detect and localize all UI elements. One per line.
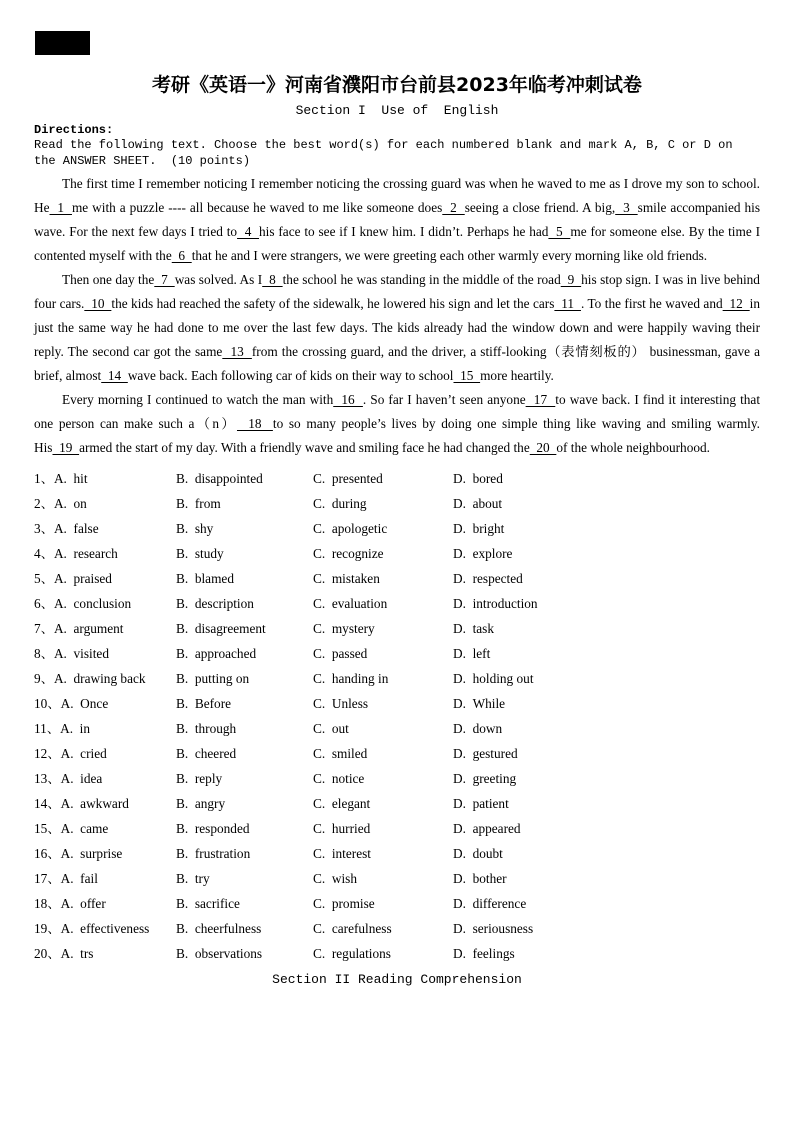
- question-number-7: 7、: [34, 621, 54, 636]
- option-label: B. disagreement: [176, 621, 266, 636]
- question-row-17: [34, 866, 760, 891]
- question-18-option-A: [34, 891, 176, 916]
- question-row-15: [34, 816, 760, 841]
- option-label: B. frustration: [176, 846, 251, 861]
- option-label: A. Once: [60, 696, 109, 711]
- question-number-4: 4、: [34, 546, 54, 561]
- option-label: B. shy: [176, 521, 214, 536]
- question-number-20: 20、: [34, 946, 61, 961]
- question-6-option-D: [453, 591, 760, 616]
- option-label: D. difference: [453, 896, 527, 911]
- question-row-6: [34, 591, 760, 616]
- option-label: C. during: [313, 496, 367, 511]
- question-19-option-B: [176, 916, 313, 941]
- question-row-16: [34, 841, 760, 866]
- question-10-option-B: [176, 691, 313, 716]
- section1-heading: Section I Use of English: [295, 103, 499, 118]
- option-label: A. surprise: [60, 846, 123, 861]
- question-6-option-A: [34, 591, 176, 616]
- option-label: A. conclusion: [53, 596, 132, 611]
- question-row-18: [34, 891, 760, 916]
- option-label: B. approached: [176, 646, 257, 661]
- question-17-option-A: [34, 866, 176, 891]
- option-label: C. notice: [313, 771, 365, 786]
- question-12-option-B: [176, 741, 313, 766]
- cloze-blank-1: 1: [49, 200, 72, 215]
- option-label: C. mistaken: [313, 571, 380, 586]
- question-16-option-C: [313, 841, 453, 866]
- question-number-6: 6、: [34, 596, 54, 611]
- question-17-option-C: [313, 866, 453, 891]
- question-3-option-B: [176, 516, 313, 541]
- option-label: C. recognize: [313, 546, 384, 561]
- question-5-option-D: [453, 566, 760, 591]
- question-3-option-A: [34, 516, 176, 541]
- option-label: C. wish: [313, 871, 357, 886]
- option-label: B. through: [176, 721, 237, 736]
- question-row-4: [34, 541, 760, 566]
- question-13-option-C: [313, 766, 453, 791]
- option-label: C. Unless: [313, 696, 369, 711]
- question-9-option-D: [453, 666, 760, 691]
- option-label: C. promise: [313, 896, 375, 911]
- cloze-blank-20: 20: [529, 440, 557, 455]
- questions-list: [34, 466, 760, 966]
- question-5-option-B: [176, 566, 313, 591]
- cloze-blank-8: 8: [262, 272, 283, 287]
- cloze-blank-12: 12: [722, 296, 750, 311]
- question-13-option-B: [176, 766, 313, 791]
- question-row-3: [34, 516, 760, 541]
- cloze-blank-7: 7: [154, 272, 175, 287]
- option-label: D. introduction: [453, 596, 538, 611]
- question-8-option-C: [313, 641, 453, 666]
- question-3-option-C: [313, 516, 453, 541]
- question-number-13: 13、: [34, 771, 61, 786]
- corner-black-box: [35, 31, 90, 55]
- question-14-option-C: [313, 791, 453, 816]
- question-19-option-A: [34, 916, 176, 941]
- directions-label: Directions:: [34, 123, 114, 137]
- question-row-5: [34, 566, 760, 591]
- question-11-option-C: [313, 716, 453, 741]
- question-1-option-B: [176, 466, 313, 491]
- option-label: A. false: [53, 521, 99, 536]
- cloze-blank-6: 6: [171, 248, 192, 263]
- question-number-16: 16、: [34, 846, 61, 861]
- question-number-5: 5、: [34, 571, 54, 586]
- question-6-option-B: [176, 591, 313, 616]
- question-13-option-D: [453, 766, 760, 791]
- cloze-blank-19: 19: [52, 440, 80, 455]
- question-4-option-C: [313, 541, 453, 566]
- option-label: B. disappointed: [176, 471, 263, 486]
- question-5-option-A: [34, 566, 176, 591]
- option-label: D. greeting: [453, 771, 517, 786]
- option-label: B. study: [176, 546, 224, 561]
- question-number-19: 19、: [34, 921, 61, 936]
- question-number-2: 2、: [34, 496, 54, 511]
- question-number-17: 17、: [34, 871, 61, 886]
- cloze-blank-11: 11: [554, 296, 581, 311]
- option-label: D. bright: [453, 521, 505, 536]
- option-label: A. effectiveness: [60, 921, 150, 936]
- question-12-option-C: [313, 741, 453, 766]
- question-20-option-D: [453, 941, 760, 966]
- question-row-7: [34, 616, 760, 641]
- directions-text: Read the following text. Choose the best word(s) for each numbered blank and mark A, B, C or D on the ANSWER SHEET. (10 points): [34, 138, 740, 168]
- option-label: A. cried: [60, 746, 107, 761]
- question-10-option-D: [453, 691, 760, 716]
- option-label: C. handing in: [313, 671, 389, 686]
- option-label: A. awkward: [60, 796, 129, 811]
- question-row-11: [34, 716, 760, 741]
- option-label: B. description: [176, 596, 254, 611]
- cloze-blank-16: 16: [333, 392, 363, 407]
- option-label: C. passed: [313, 646, 368, 661]
- question-15-option-A: [34, 816, 176, 841]
- question-1-option-C: [313, 466, 453, 491]
- option-label: C. carefulness: [313, 921, 392, 936]
- question-10-option-C: [313, 691, 453, 716]
- option-label: D. While: [453, 696, 506, 711]
- question-number-3: 3、: [34, 521, 54, 536]
- question-19-option-C: [313, 916, 453, 941]
- question-20-option-A: [34, 941, 176, 966]
- option-label: B. cheerfulness: [176, 921, 262, 936]
- question-15-option-C: [313, 816, 453, 841]
- question-row-19: [34, 916, 760, 941]
- question-16-option-D: [453, 841, 760, 866]
- question-row-14: [34, 791, 760, 816]
- option-label: D. gestured: [453, 746, 518, 761]
- question-2-option-B: [176, 491, 313, 516]
- question-12-option-D: [453, 741, 760, 766]
- cloze-passage: [34, 172, 760, 460]
- exam-title: 考研《英语一》河南省濮阳市台前县2023年临考冲刺试卷: [152, 74, 642, 96]
- question-10-option-A: [34, 691, 176, 716]
- question-number-11: 11、: [34, 721, 61, 736]
- question-18-option-C: [313, 891, 453, 916]
- option-label: B. Before: [176, 696, 232, 711]
- option-label: B. try: [176, 871, 210, 886]
- option-label: D. explore: [453, 546, 513, 561]
- question-number-8: 8、: [34, 646, 54, 661]
- option-label: A. idea: [60, 771, 103, 786]
- passage-paragraph-1: The first time I remember noticing I remember noticing the crossing guard was when he waved to me as I drove my son to school. He 1 me with a puzzle ---- all because he waved to me like someone does 2 seeing a close friend. A big, 3 smile accompanied his wave. For the next few days I tried to 4 his face to see if I knew him. I didn’t. Perhaps he had 5 me for someone else. By the time I contented myself with the 6 that he and I were strangers, we were greeting each other warmly every morning like old friends.: [34, 176, 761, 263]
- cloze-blank-18: 18: [236, 416, 273, 431]
- question-8-option-B: [176, 641, 313, 666]
- option-label: D. holding out: [453, 671, 534, 686]
- question-row-9: [34, 666, 760, 691]
- question-17-option-D: [453, 866, 760, 891]
- question-9-option-B: [176, 666, 313, 691]
- passage-paragraph-2: Then one day the 7 was solved. As I 8 the school he was standing in the middle of the road 9 his stop sign. I was in live behind four cars. 10 the kids had reached the safety of the sidewalk, he lowered his sign and let the cars 11 . To the first he waved and 12 in just the same way he had done to me over the last few days. The kids already had the window down and were happily waving their reply. The second car got the same 13 from the crossing guard, and the driver, a stiff-looking（表情刻板的） businessman, gave a brief, almost 14 wave back. Each following car of kids on their way to school 15 more heartily.: [34, 272, 761, 383]
- question-5-option-C: [313, 566, 453, 591]
- option-label: C. apologetic: [313, 521, 388, 536]
- question-13-option-A: [34, 766, 176, 791]
- option-label: A. trs: [60, 946, 94, 961]
- question-19-option-D: [453, 916, 760, 941]
- question-12-option-A: [34, 741, 176, 766]
- question-number-12: 12、: [34, 746, 61, 761]
- question-14-option-A: [34, 791, 176, 816]
- question-7-option-B: [176, 616, 313, 641]
- option-label: B. responded: [176, 821, 250, 836]
- option-label: A. visited: [53, 646, 109, 661]
- question-number-14: 14、: [34, 796, 61, 811]
- option-label: D. about: [453, 496, 503, 511]
- section2-heading: Section II Reading Comprehension: [272, 972, 522, 987]
- option-label: D. down: [453, 721, 503, 736]
- option-label: D. seriousness: [453, 921, 534, 936]
- question-number-18: 18、: [34, 896, 61, 911]
- question-17-option-B: [176, 866, 313, 891]
- question-6-option-C: [313, 591, 453, 616]
- question-2-option-D: [453, 491, 760, 516]
- option-label: A. offer: [60, 896, 106, 911]
- question-9-option-C: [313, 666, 453, 691]
- option-label: B. cheered: [176, 746, 237, 761]
- cloze-blank-3: 3: [615, 200, 638, 215]
- option-label: A. drawing back: [53, 671, 146, 686]
- question-8-option-D: [453, 641, 760, 666]
- cloze-blank-14: 14: [101, 368, 128, 383]
- question-number-9: 9、: [34, 671, 54, 686]
- question-8-option-A: [34, 641, 176, 666]
- option-label: D. task: [453, 621, 494, 636]
- cloze-blank-2: 2: [442, 200, 465, 215]
- question-7-option-D: [453, 616, 760, 641]
- question-4-option-A: [34, 541, 176, 566]
- question-row-10: [34, 691, 760, 716]
- option-label: B. putting on: [176, 671, 250, 686]
- question-15-option-B: [176, 816, 313, 841]
- option-label: B. reply: [176, 771, 223, 786]
- question-2-option-A: [34, 491, 176, 516]
- question-14-option-B: [176, 791, 313, 816]
- option-label: A. argument: [53, 621, 124, 636]
- question-number-1: 1、: [34, 471, 54, 486]
- option-label: A. came: [60, 821, 109, 836]
- option-label: D. respected: [453, 571, 523, 586]
- question-number-15: 15、: [34, 821, 61, 836]
- option-label: C. out: [313, 721, 349, 736]
- question-11-option-D: [453, 716, 760, 741]
- option-label: A. research: [53, 546, 118, 561]
- page-content: [0, 123, 794, 966]
- question-11-option-A: [34, 716, 176, 741]
- option-label: C. evaluation: [313, 596, 388, 611]
- question-18-option-B: [176, 891, 313, 916]
- option-label: D. left: [453, 646, 491, 661]
- question-20-option-B: [176, 941, 313, 966]
- question-16-option-B: [176, 841, 313, 866]
- question-20-option-C: [313, 941, 453, 966]
- option-label: B. angry: [176, 796, 226, 811]
- cloze-blank-13: 13: [222, 344, 252, 359]
- option-label: D. bored: [453, 471, 503, 486]
- option-label: B. blamed: [176, 571, 234, 586]
- cloze-blank-4: 4: [237, 224, 260, 239]
- option-label: A. on: [53, 496, 87, 511]
- option-label: C. elegant: [313, 796, 371, 811]
- option-label: C. mystery: [313, 621, 375, 636]
- question-1-option-A: [34, 466, 176, 491]
- option-label: D. feelings: [453, 946, 515, 961]
- question-9-option-A: [34, 666, 176, 691]
- question-row-20: [34, 941, 760, 966]
- question-3-option-D: [453, 516, 760, 541]
- option-label: A. fail: [60, 871, 98, 886]
- cloze-blank-9: 9: [560, 272, 582, 287]
- passage-paragraph-3: Every morning I continued to watch the man with 16 . So far I haven’t seen anyone 17 to wave back. I find it interesting that one person can make such a（n） 18 to so many people’s lives by doing one simple thing like waving and smiling warmly. His 19 armed the start of my day. With a friendly wave and smiling face he had changed the 20 of the whole neighbourhood.: [34, 392, 761, 455]
- question-row-2: [34, 491, 760, 516]
- question-11-option-B: [176, 716, 313, 741]
- question-number-10: 10、: [34, 696, 61, 711]
- option-label: D. doubt: [453, 846, 503, 861]
- question-row-8: [34, 641, 760, 666]
- cloze-blank-17: 17: [525, 392, 556, 407]
- option-label: C. hurried: [313, 821, 371, 836]
- option-label: D. appeared: [453, 821, 521, 836]
- question-15-option-D: [453, 816, 760, 841]
- question-row-12: [34, 741, 760, 766]
- option-label: A. hit: [53, 471, 88, 486]
- option-label: C. interest: [313, 846, 371, 861]
- question-7-option-C: [313, 616, 453, 641]
- question-7-option-A: [34, 616, 176, 641]
- question-row-1: [34, 466, 760, 491]
- question-16-option-A: [34, 841, 176, 866]
- option-label: B. from: [176, 496, 221, 511]
- option-label: C. smiled: [313, 746, 368, 761]
- question-14-option-D: [453, 791, 760, 816]
- option-label: A. in: [60, 721, 91, 736]
- question-4-option-D: [453, 541, 760, 566]
- question-2-option-C: [313, 491, 453, 516]
- option-label: A. praised: [53, 571, 112, 586]
- option-label: C. presented: [313, 471, 383, 486]
- cloze-blank-10: 10: [84, 296, 112, 311]
- cloze-blank-5: 5: [548, 224, 571, 239]
- option-label: D. patient: [453, 796, 509, 811]
- option-label: B. sacrifice: [176, 896, 240, 911]
- option-label: B. observations: [176, 946, 263, 961]
- option-label: C. regulations: [313, 946, 391, 961]
- option-label: D. bother: [453, 871, 507, 886]
- question-1-option-D: [453, 466, 760, 491]
- cloze-blank-15: 15: [453, 368, 481, 383]
- question-18-option-D: [453, 891, 760, 916]
- question-4-option-B: [176, 541, 313, 566]
- question-row-13: [34, 766, 760, 791]
